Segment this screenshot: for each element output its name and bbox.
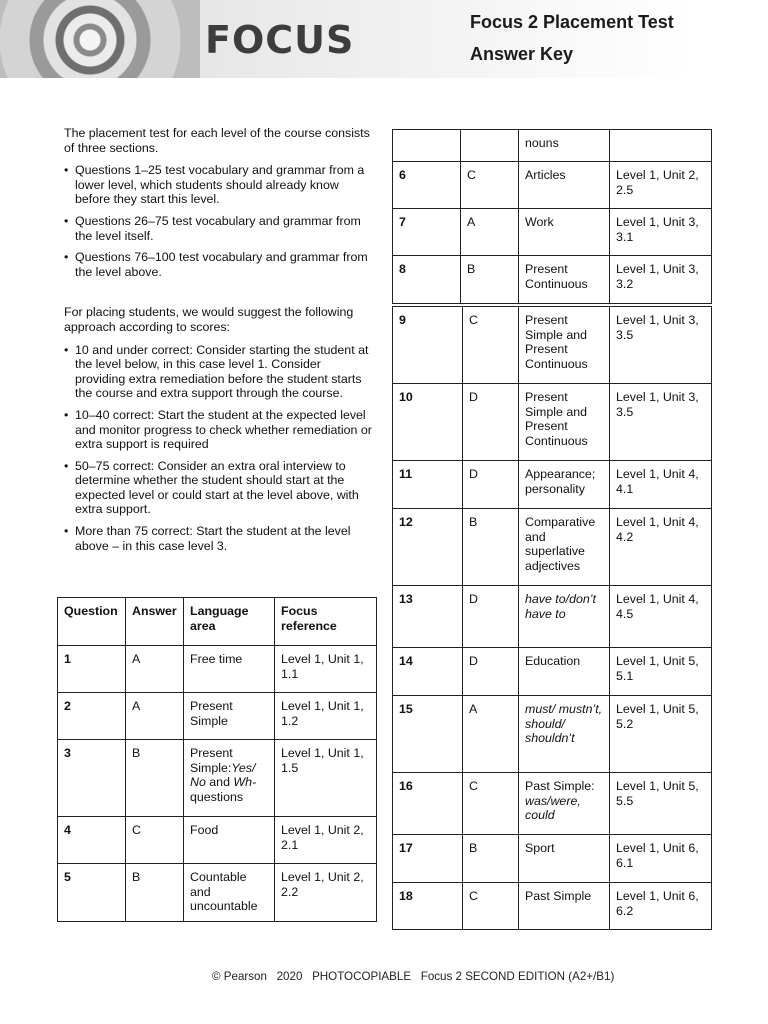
language-area: Present Continuous <box>519 256 610 304</box>
focus-reference: Level 1, Unit 1, 1.1 <box>275 646 377 693</box>
header-language-area: Language area <box>184 598 275 646</box>
answer-letter: D <box>463 648 519 696</box>
language-area: Present Simple <box>184 693 275 740</box>
answer-letter: A <box>126 646 184 693</box>
focus-reference: Level 1, Unit 6, 6.2 <box>610 883 712 930</box>
language-area-italic: was/were, could <box>525 793 581 823</box>
question-number: 12 <box>393 509 463 586</box>
table-row <box>393 209 712 256</box>
answer-key-table-left <box>57 597 377 922</box>
score-band-item: • 10–40 correct: Start the student at the expected level and monitor progress to check whether remediation or extra support is required <box>64 408 374 452</box>
question-number: 4 <box>58 817 126 864</box>
focus-reference: Level 1, Unit 2, 2.2 <box>275 864 377 922</box>
page-footer: © Pearson 2020 PHOTOCOPIABLE Focus 2 SECOND EDITION (A2+/B1) <box>212 970 615 983</box>
language-area: Comparative and superlative adjectives <box>519 509 610 586</box>
language-area <box>184 740 275 817</box>
table-row <box>58 864 377 922</box>
score-band-item: • 10 and under correct: Consider starting the student at the level below, in this case level 1. Consider providing extra remediation before the student starts the course and extra support through the course. <box>64 343 374 401</box>
page-header <box>0 0 768 78</box>
focus-reference: Level 1, Unit 4, 4.2 <box>610 509 712 586</box>
language-area-text: Past Simple: <box>525 779 595 793</box>
table-row <box>393 696 712 773</box>
focus-logo: FOCUS <box>205 18 355 62</box>
table-row <box>393 461 712 509</box>
answer-key-table-right-bottom <box>392 306 712 930</box>
table-header-row <box>58 598 377 646</box>
question-number: 16 <box>393 773 463 835</box>
placement-paragraph: For placing students, we would suggest the following approach according to scores: <box>64 305 354 334</box>
language-area: have to/don’t have to <box>519 586 610 648</box>
question-number: 3 <box>58 740 126 817</box>
language-area: Education <box>519 648 610 696</box>
focus-reference: Level 1, Unit 3, 3.5 <box>610 384 712 461</box>
question-number: 15 <box>393 696 463 773</box>
table-row <box>393 835 712 883</box>
focus-reference: Level 1, Unit 2, 2.5 <box>610 162 712 209</box>
question-number: 9 <box>393 307 463 384</box>
language-area: Food <box>184 817 275 864</box>
question-number: 7 <box>393 209 461 256</box>
language-area: Past Simple <box>519 883 610 930</box>
question-number: 14 <box>393 648 463 696</box>
focus-reference: Level 1, Unit 5, 5.1 <box>610 648 712 696</box>
document-title: Focus 2 Placement Test <box>470 12 674 32</box>
language-area: Free time <box>184 646 275 693</box>
answer-letter: C <box>126 817 184 864</box>
table-row <box>393 162 712 209</box>
table-row <box>393 586 712 648</box>
question-number: 13 <box>393 586 463 648</box>
question-number <box>393 130 461 162</box>
answer-letter: B <box>463 835 519 883</box>
header-focus-reference: Focus reference <box>275 598 377 646</box>
table-row <box>393 648 712 696</box>
focus-reference: Level 1, Unit 1, 1.2 <box>275 693 377 740</box>
question-number: 18 <box>393 883 463 930</box>
language-area: Countable and uncountable <box>184 864 275 922</box>
language-area: Sport <box>519 835 610 883</box>
score-band-item: • 50–75 correct: Consider an extra oral interview to determine whether the student should start at the expected level or could start at the level above, with extra support. <box>64 459 374 517</box>
table-row <box>393 307 712 384</box>
sections-list <box>64 163 374 279</box>
table-row <box>58 693 377 740</box>
answer-letter: A <box>461 209 519 256</box>
answer-letter: B <box>126 864 184 922</box>
language-area: Present Simple and Present Continuous <box>519 307 610 384</box>
language-area-text: and <box>205 775 234 790</box>
table-row <box>58 740 377 817</box>
table-row <box>393 130 712 162</box>
table-row <box>58 646 377 693</box>
answer-letter: C <box>463 773 519 835</box>
language-area: Work <box>519 209 610 256</box>
language-area: Appearance; personality <box>519 461 610 509</box>
language-area: nouns <box>519 130 610 162</box>
focus-reference <box>610 130 712 162</box>
language-area: Articles <box>519 162 610 209</box>
section-item: • Questions 26–75 test vocabulary and grammar from the level itself. <box>64 214 374 243</box>
question-number: 6 <box>393 162 461 209</box>
answer-letter: C <box>463 883 519 930</box>
header-question: Question <box>58 598 126 646</box>
language-area-italic: Yes/ No <box>190 760 256 790</box>
decorative-swirl-graphic <box>0 0 200 78</box>
focus-reference: Level 1, Unit 3, 3.1 <box>610 209 712 256</box>
table-row <box>393 509 712 586</box>
focus-reference: Level 1, Unit 3, 3.2 <box>610 256 712 304</box>
focus-reference: Level 1, Unit 6, 6.1 <box>610 835 712 883</box>
answer-letter: B <box>463 509 519 586</box>
question-number: 8 <box>393 256 461 304</box>
table-row <box>393 384 712 461</box>
answer-letter: A <box>126 693 184 740</box>
language-area-text: questions <box>190 789 244 804</box>
language-area-italic: Wh- <box>233 775 257 790</box>
question-number: 17 <box>393 835 463 883</box>
answer-letter: C <box>461 162 519 209</box>
answer-letter: B <box>461 256 519 304</box>
header-answer: Answer <box>126 598 184 646</box>
question-number: 11 <box>393 461 463 509</box>
table-row <box>393 256 712 304</box>
answer-key-table-right-top <box>392 129 712 304</box>
focus-reference: Level 1, Unit 3, 3.5 <box>610 307 712 384</box>
intro-text <box>64 126 374 561</box>
language-area: must/ mustn’t, should/ shouldn’t <box>519 696 610 773</box>
answer-letter: B <box>126 740 184 817</box>
focus-reference: Level 1, Unit 5, 5.5 <box>610 773 712 835</box>
answer-letter: D <box>463 461 519 509</box>
answer-letter: C <box>463 307 519 384</box>
score-bands-list <box>64 343 374 554</box>
question-number: 1 <box>58 646 126 693</box>
score-band-item: • More than 75 correct: Start the student at the level above – in this case level 3. <box>64 524 374 553</box>
language-area: Present Simple and Present Continuous <box>519 384 610 461</box>
focus-reference: Level 1, Unit 4, 4.1 <box>610 461 712 509</box>
language-area <box>519 773 610 835</box>
document-subtitle: Answer Key <box>470 44 574 64</box>
focus-reference: Level 1, Unit 4, 4.5 <box>610 586 712 648</box>
table-row <box>58 817 377 864</box>
answer-letter <box>461 130 519 162</box>
question-number: 2 <box>58 693 126 740</box>
section-item: • Questions 76–100 test vocabulary and grammar from the level above. <box>64 250 374 279</box>
language-area-text: Present Simple: <box>190 746 233 775</box>
answer-letter: D <box>463 586 519 648</box>
focus-reference: Level 1, Unit 2, 2.1 <box>275 817 377 864</box>
question-number: 10 <box>393 384 463 461</box>
focus-reference: Level 1, Unit 5, 5.2 <box>610 696 712 773</box>
intro-paragraph: The placement test for each level of the course consists of three sections. <box>64 126 370 155</box>
focus-reference: Level 1, Unit 1, 1.5 <box>275 740 377 817</box>
table-row <box>393 773 712 835</box>
answer-letter: D <box>463 384 519 461</box>
question-number: 5 <box>58 864 126 922</box>
answer-letter: A <box>463 696 519 773</box>
section-item: • Questions 1–25 test vocabulary and grammar from a lower level, which students should already know before they start this level. <box>64 163 374 207</box>
table-row <box>393 883 712 930</box>
